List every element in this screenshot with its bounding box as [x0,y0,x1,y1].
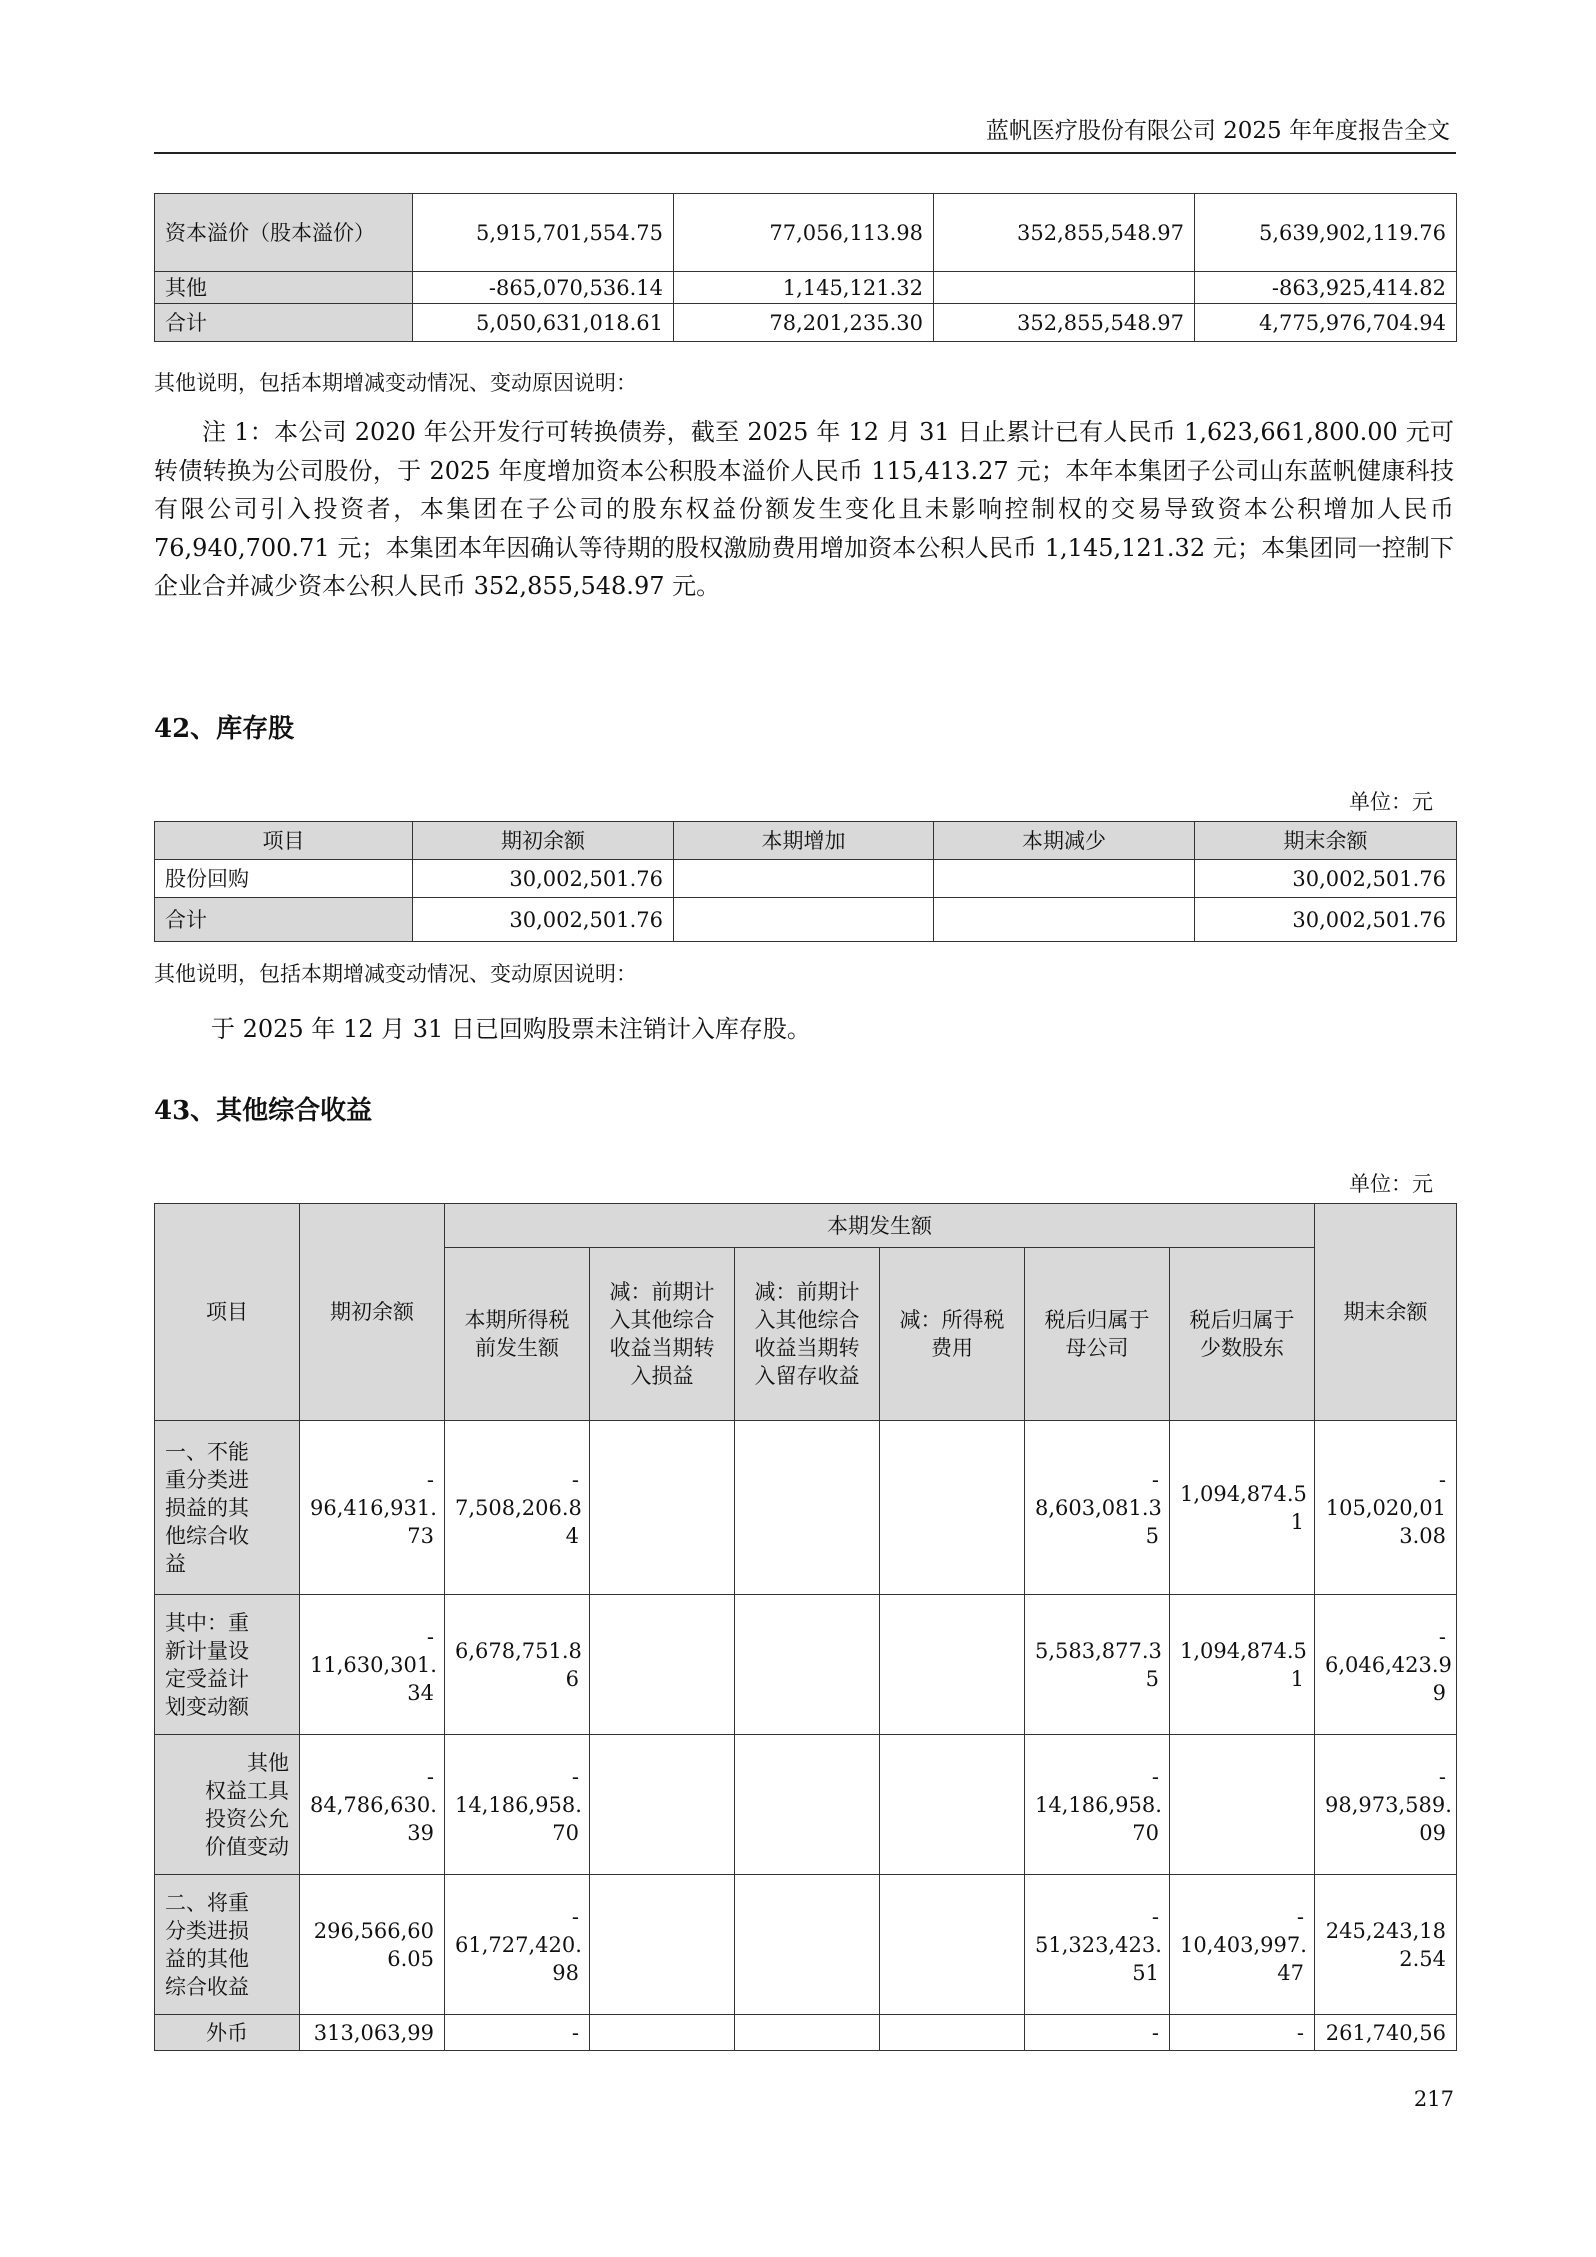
opening-balance-cell: - 96,416,931. 73 [300,1421,445,1595]
opening-balance-cell: 30,002,501.76 [413,860,674,898]
transfer-pl-cell [590,2015,735,2051]
other-note-label: 其他说明，包括本期增减变动情况、变动原因说明： [154,962,637,986]
column-header: 减：前期计入其他综合收益当期转入留存收益 [735,1248,880,1421]
transfer-retained-cell [735,1875,880,2015]
transfer-pl-cell [590,1421,735,1595]
column-header: 本期增加 [674,822,934,860]
increase-cell: 1,145,121.32 [674,272,934,304]
header-divider [154,152,1456,154]
section-42-heading: 42、库存股 [154,714,295,744]
column-header: 减：所得税费用 [880,1248,1025,1421]
table-row [155,1875,1457,2015]
table-row [155,1595,1457,1735]
treasury-stock-note: 于 2025 年 12 月 31 日已回购股票未注销计入库存股。 [211,1015,811,1043]
closing-balance-cell: - 98,973,589. 09 [1315,1735,1457,1875]
table-row [155,304,1457,342]
column-header: 期末余额 [1195,822,1457,860]
parent-cell: - 8,603,081.3 5 [1025,1421,1170,1595]
column-header: 期初余额 [300,1204,445,1421]
transfer-retained-cell [735,1735,880,1875]
closing-balance-cell: 4,775,976,704.94 [1195,304,1457,342]
decrease-cell [934,272,1195,304]
opening-balance-cell: 296,566,60 6.05 [300,1875,445,2015]
opening-balance-cell: - 11,630,301. 34 [300,1595,445,1735]
increase-cell: 78,201,235.30 [674,304,934,342]
transfer-pl-cell [590,1735,735,1875]
capital-reserve-table [154,193,1457,342]
decrease-cell [934,860,1195,898]
table-header-row [155,1204,1457,1248]
opening-balance-cell: 313,063,99 [300,2015,445,2051]
table-row [155,860,1457,898]
decrease-cell: 352,855,548.97 [934,304,1195,342]
row-label: 一、不能 重分类进 损益的其 他综合收 益 [155,1421,300,1595]
column-header: 减：前期计入其他综合收益当期转入损益 [590,1248,735,1421]
row-label: 资本溢价（股本溢价） [155,194,413,272]
pretax-cell: 6,678,751.8 6 [445,1595,590,1735]
closing-balance-cell: - 6,046,423.9 9 [1315,1595,1457,1735]
other-note-label: 其他说明，包括本期增减变动情况、变动原因说明： [154,371,637,395]
column-header: 税后归属于母公司 [1025,1248,1170,1421]
row-label: 其中：重 新计量设 定受益计 划变动额 [155,1595,300,1735]
treasury-stock-table [154,821,1457,942]
increase-cell [674,898,934,942]
increase-cell [674,860,934,898]
pretax-cell: - 61,727,420. 98 [445,1875,590,2015]
closing-balance-cell: -863,925,414.82 [1195,272,1457,304]
minority-cell: 1,094,874.5 1 [1170,1421,1315,1595]
row-label: 合计 [155,898,413,942]
column-header: 本期减少 [934,822,1195,860]
table-row [155,272,1457,304]
income-tax-cell [880,1421,1025,1595]
table-row [155,1421,1457,1595]
minority-cell: - 10,403,997. 47 [1170,1875,1315,2015]
opening-balance-cell: -865,070,536.14 [413,272,674,304]
row-label: 二、将重 分类进损 益的其他 综合收益 [155,1875,300,2015]
closing-balance-cell: 245,243,18 2.54 [1315,1875,1457,2015]
table-row [155,2015,1457,2051]
table-row [155,898,1457,942]
transfer-retained-cell [735,2015,880,2051]
minority-cell: - [1170,2015,1315,2051]
closing-balance-cell: 5,639,902,119.76 [1195,194,1457,272]
opening-balance-cell: - 84,786,630. 39 [300,1735,445,1875]
pretax-cell: - 14,186,958. 70 [445,1735,590,1875]
transfer-pl-cell [590,1875,735,2015]
pretax-cell: - 7,508,206.8 4 [445,1421,590,1595]
minority-cell: 1,094,874.5 1 [1170,1595,1315,1735]
opening-balance-cell: 5,050,631,018.61 [413,304,674,342]
income-tax-cell [880,2015,1025,2051]
table-row [155,194,1457,272]
parent-cell: 5,583,877.3 5 [1025,1595,1170,1735]
decrease-cell [934,898,1195,942]
column-header: 税后归属于少数股东 [1170,1248,1315,1421]
report-header-title: 蓝帆医疗股份有限公司 2025 年年度报告全文 [985,118,1450,144]
row-label: 合计 [155,304,413,342]
other-comprehensive-income-table [154,1203,1457,2051]
pretax-cell: - [445,2015,590,2051]
parent-cell: - 14,186,958. 70 [1025,1735,1170,1875]
row-label: 股份回购 [155,860,413,898]
table-row [155,1735,1457,1875]
table-header-row [155,822,1457,860]
transfer-pl-cell [590,1595,735,1735]
opening-balance-cell: 30,002,501.76 [413,898,674,942]
unit-label: 单位：元 [1349,790,1433,814]
transfer-retained-cell [735,1421,880,1595]
column-group-header: 本期发生额 [445,1204,1315,1248]
increase-cell: 77,056,113.98 [674,194,934,272]
income-tax-cell [880,1735,1025,1875]
minority-cell [1170,1735,1315,1875]
page-number: 217 [1413,2087,1454,2111]
row-label: 其他 权益工具 投资公允 价值变动 [155,1735,300,1875]
parent-cell: - [1025,2015,1170,2051]
opening-balance-cell: 5,915,701,554.75 [413,194,674,272]
income-tax-cell [880,1875,1025,2015]
column-header: 本期所得税前发生额 [445,1248,590,1421]
column-header: 项目 [155,822,413,860]
parent-cell: - 51,323,423. 51 [1025,1875,1170,2015]
section-43-heading: 43、其他综合收益 [154,1096,373,1126]
transfer-retained-cell [735,1595,880,1735]
closing-balance-cell: 30,002,501.76 [1195,898,1457,942]
column-header: 项目 [155,1204,300,1421]
closing-balance-cell: 261,740,56 [1315,2015,1457,2051]
row-label: 其他 [155,272,413,304]
column-header: 期初余额 [413,822,674,860]
closing-balance-cell: 30,002,501.76 [1195,860,1457,898]
row-label: 外币 [155,2015,300,2051]
income-tax-cell [880,1595,1025,1735]
unit-label: 单位：元 [1349,1172,1433,1196]
column-header: 期末余额 [1315,1204,1457,1421]
closing-balance-cell: - 105,020,01 3.08 [1315,1421,1457,1595]
note-1-paragraph: 注 1：本公司 2020 年公开发行可转换债券，截至 2025 年 12 月 31 日止累计已有人民币 1,623,661,800.00 元可转债转换为公司股份，于 2025 年度增加资本公积股本溢价人民币 115,413.27 元；本年本集团子公司山东蓝帆健康科技有限公司引入投资者，本集团在子公司的股东权益份额发生变化且未影响控制权的交易导致资本公积增加人民币 76,940,700.71 元；本集团本年因确认等待期的股权激励费用增加资本公积人民币 1,145,121.32 元；本集团同一控制下企业合并减少资本公积人民币 352,855,548.97 元。 [154,418,1454,600]
decrease-cell: 352,855,548.97 [934,194,1195,272]
